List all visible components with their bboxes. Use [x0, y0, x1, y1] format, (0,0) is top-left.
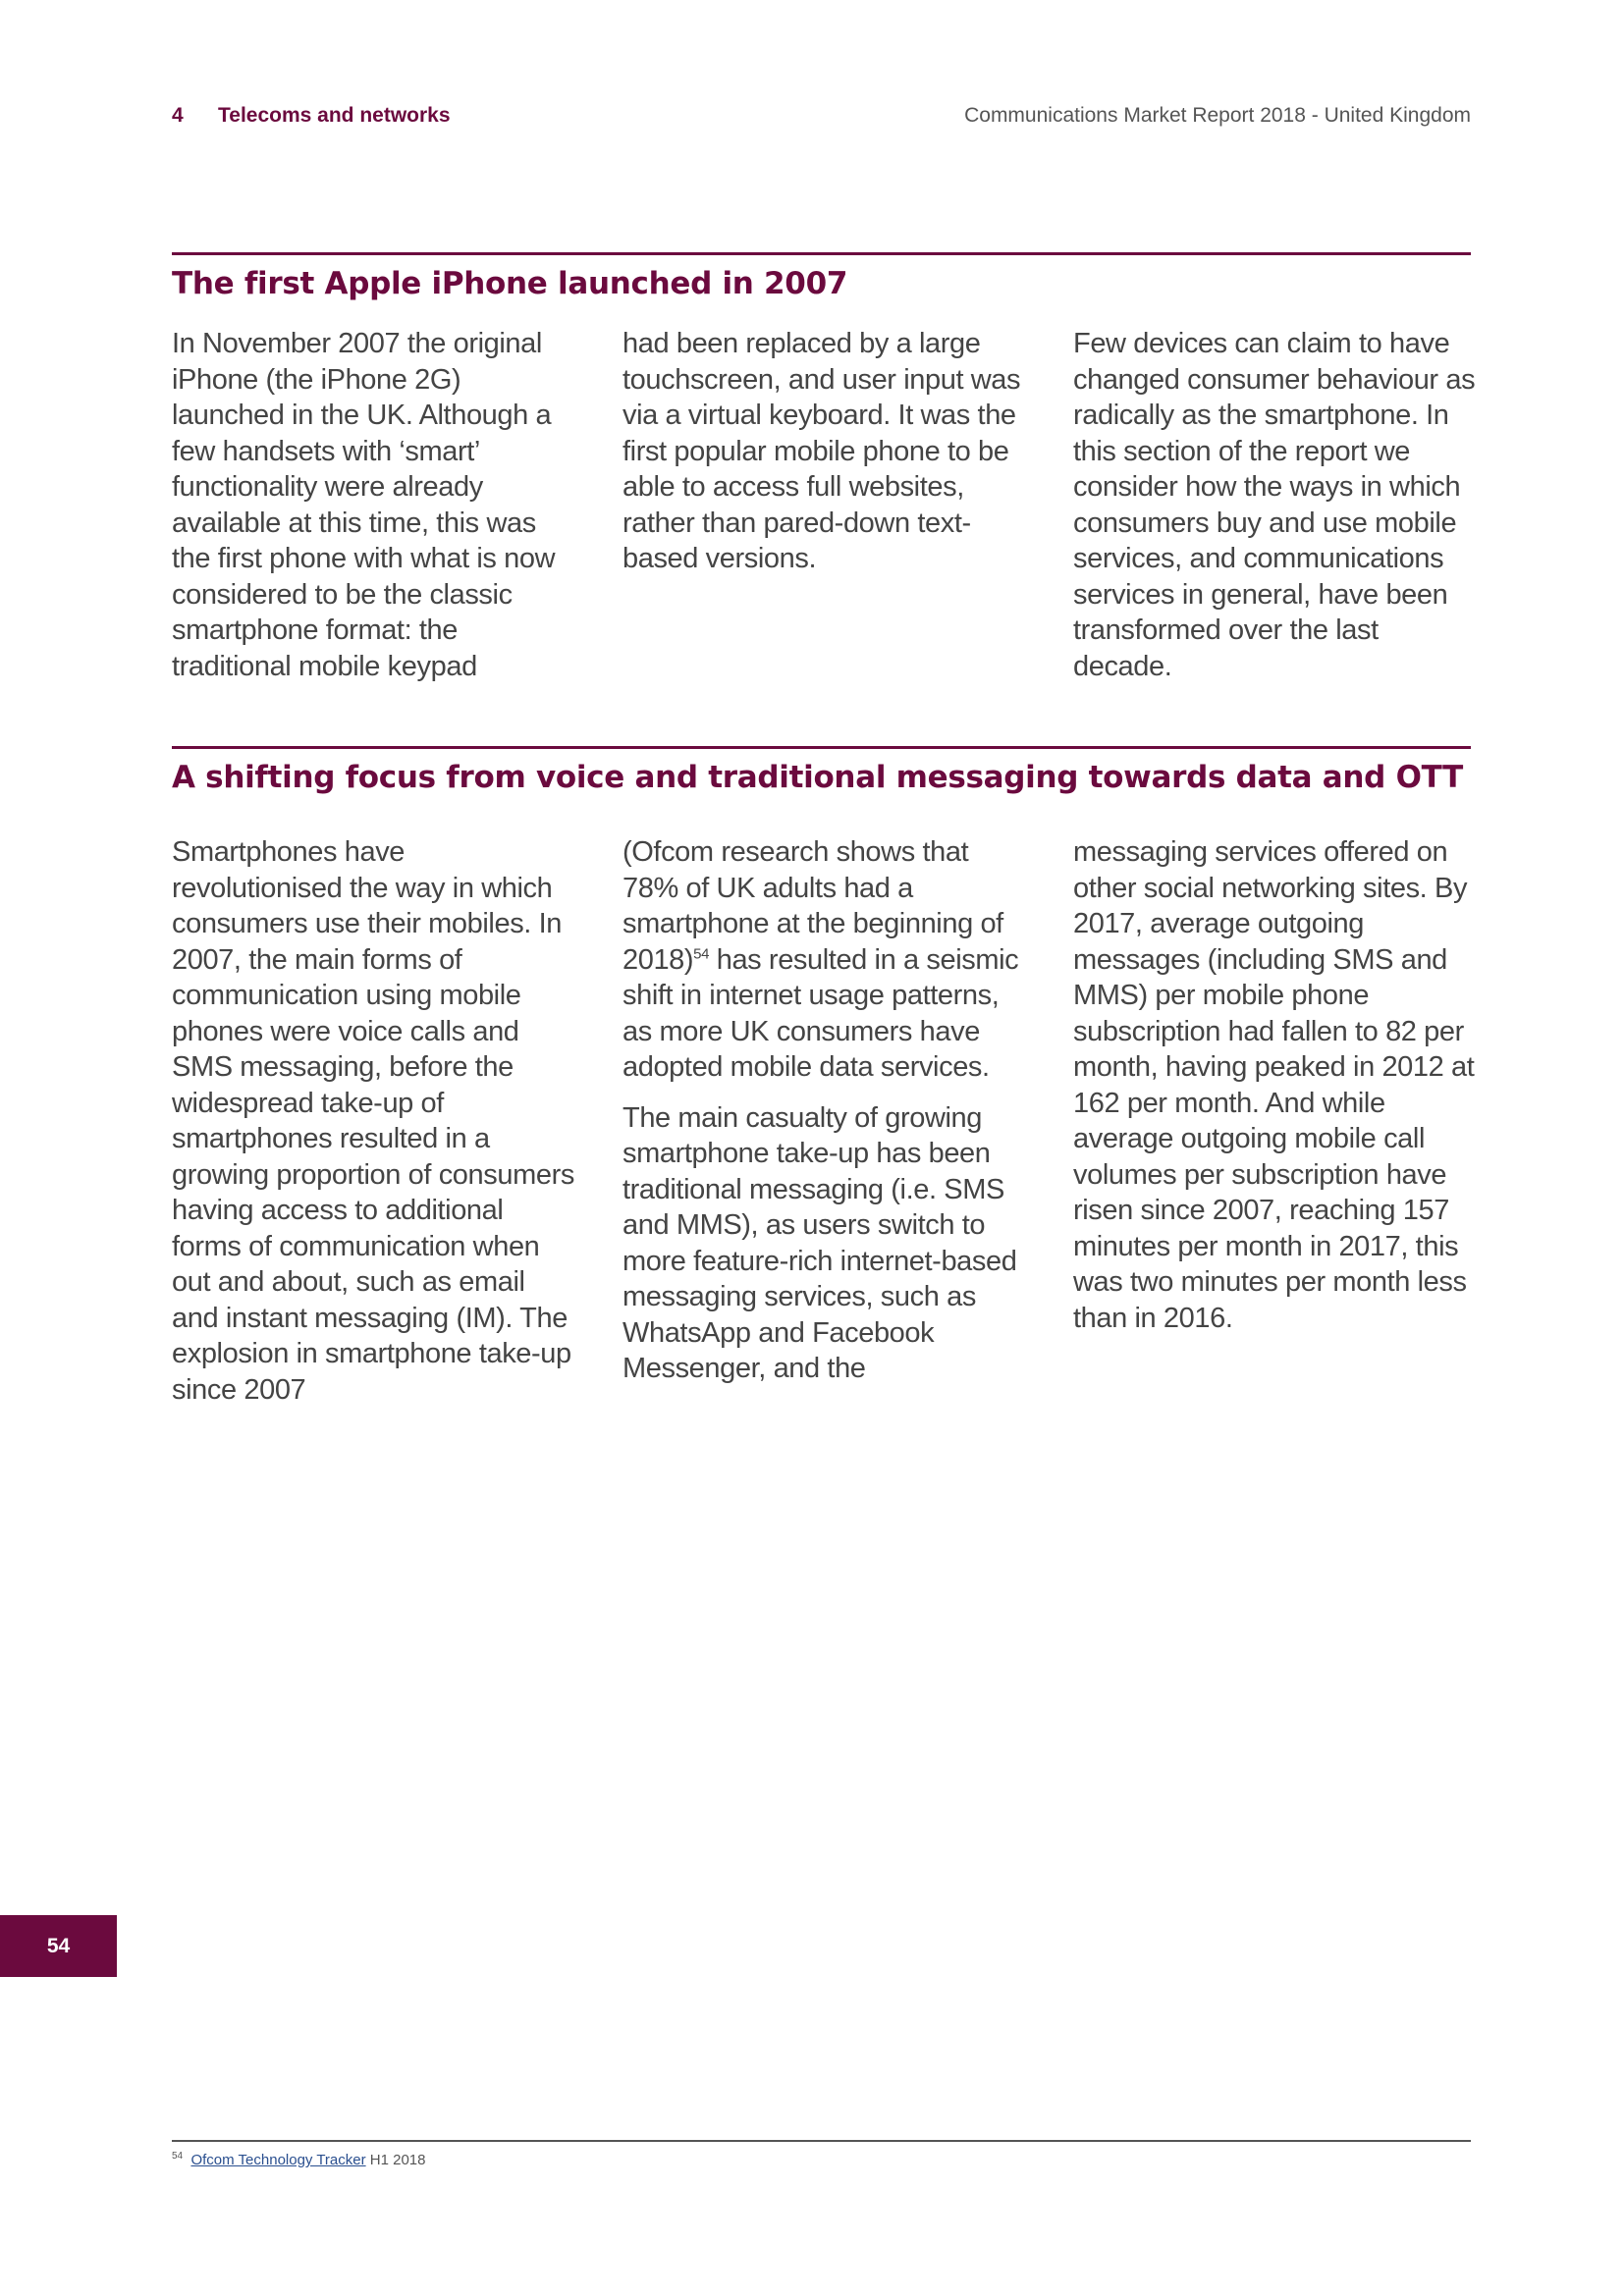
section-divider	[172, 252, 1471, 255]
page-header	[172, 104, 1471, 133]
chapter-title: Telecoms and networks	[218, 104, 451, 127]
paragraph: In November 2007 the original iPhone (the iPhone 2G) launched in the UK. Although a few handsets with ‘smart’ functionality were already available at this time, this was the first phone with what is now considered to be the classic smartphone format: the traditional mobile keypad	[172, 328, 556, 682]
footnote	[172, 2152, 426, 2168]
column-2	[623, 326, 1025, 592]
page-number-tab	[0, 1915, 117, 1977]
paragraph: had been replaced by a large touchscreen, and user input was via a virtual keyboard. It was the first popular mobile phone to be able to access full websites, rather than pared-down text-based versions.	[623, 328, 1021, 574]
paragraph-text: (Ofcom research shows that 78% of UK adults had a smartphone at the beginning of 2018)	[623, 836, 1003, 976]
paragraph-text: has resulted in a seismic shift in internet usage patterns, as more UK consumers have adopted mobile data services.	[623, 943, 1019, 1083]
column-3	[1073, 834, 1476, 1351]
footnote-suffix: H1 2018	[365, 2152, 426, 2168]
paragraph	[623, 834, 1025, 1086]
footnote-divider	[172, 2140, 1471, 2142]
paragraph: The main casualty of growing smartphone take-up has been traditional messaging (i.e. SMS and MMS), as users switch to more feature-rich internet-based messaging services, such as WhatsApp and Facebook Messenger, and the	[623, 1101, 1017, 1384]
section-heading: A shifting focus from voice and traditional messaging towards data and OTT	[172, 760, 1464, 795]
section-divider	[172, 746, 1471, 749]
paragraph: Few devices can claim to have changed consumer behaviour as radically as the smartphone. In this section of the report we consider how the ways in which consumers buy and use mobile services, and communications services in general, have been transformed over the last decade.	[1073, 328, 1476, 682]
footnote-number: 54	[172, 2151, 184, 2162]
paragraph: messaging services offered on other social networking sites. By 2017, average outgoing messages (including SMS and MMS) per mobile phone subscription had fallen to 82 per month, having peaked in 2012 at 162 per month. And while average outgoing mobile call volumes per subscription have risen since 2007, reaching 157 minutes per month in 2017, this was two minutes per month less than in 2016.	[1073, 836, 1475, 1334]
section-heading: The first Apple iPhone launched in 2007	[172, 266, 848, 301]
chapter-number: 4	[172, 104, 184, 127]
paragraph: Smartphones have revolutionised the way in which consumers use their mobiles. In 2007, the main forms of communication using mobile phones were voice calls and SMS messaging, before the widespread take-up of smartphones resulted in a growing proportion of consumers having access to additional forms of communication when out and about, such as email and instant messaging (IM). The explosion in smartphone take-up since 2007	[172, 836, 574, 1406]
footnote-link[interactable]: Ofcom Technology Tracker	[190, 2152, 366, 2168]
column-3	[1073, 326, 1476, 699]
column-1	[172, 326, 574, 699]
section-iphone-launch	[172, 252, 1476, 682]
report-title: Communications Market Report 2018 - United Kingdom	[964, 104, 1471, 127]
page-number: 54	[46, 1934, 71, 1957]
column-1	[172, 834, 574, 1422]
section-shifting-focus	[172, 746, 1475, 1406]
column-2	[623, 834, 1025, 1402]
footnote-reference[interactable]: 54	[693, 944, 710, 962]
